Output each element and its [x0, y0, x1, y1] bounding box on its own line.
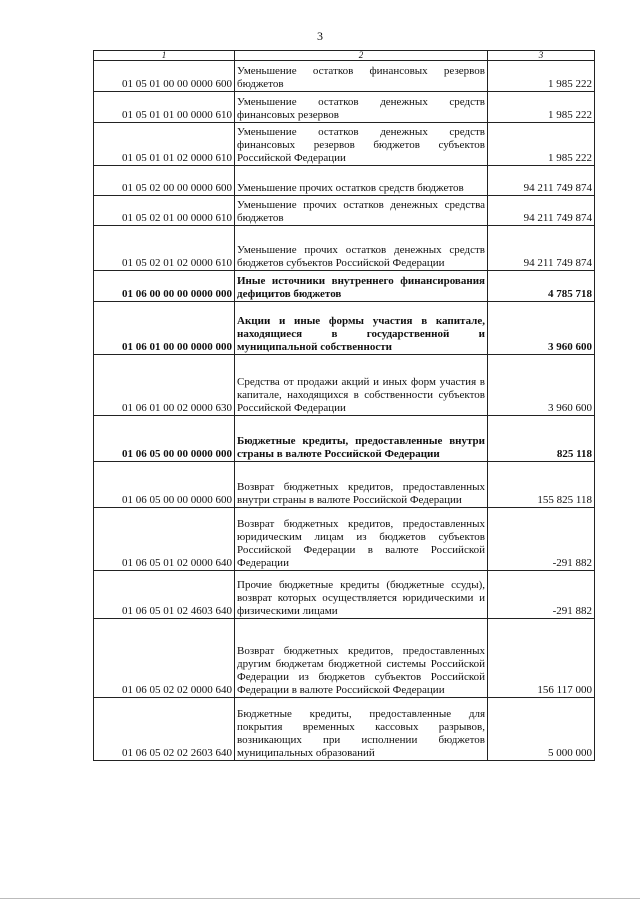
budget-code-cell: 01 06 05 00 00 0000 000 — [94, 416, 235, 462]
description-cell: Иные источники внутреннего финансирования дефицитов бюджетов — [235, 271, 488, 302]
budget-code-cell: 01 06 00 00 00 0000 000 — [94, 271, 235, 302]
description-cell: Прочие бюджетные кредиты (бюджетные ссуды), возврат которых осуществляется юридическими и физическими лицами — [235, 571, 488, 619]
table-row — [94, 271, 595, 302]
budget-code-cell: 01 06 05 00 00 0000 600 — [94, 462, 235, 508]
amount-cell: 94 211 749 874 — [488, 196, 595, 226]
description-cell: Бюджетные кредиты, предоставленные внутри страны в валюте Российской Федерации — [235, 416, 488, 462]
budget-code-cell: 01 05 02 00 00 0000 600 — [94, 166, 235, 196]
amount-cell: 3 960 600 — [488, 355, 595, 416]
table-row — [94, 462, 595, 508]
description-cell: Уменьшение прочих остатков денежных средств бюджетов субъектов Российской Федерации — [235, 226, 488, 271]
column-header-2: 2 — [235, 51, 488, 61]
table-row — [94, 571, 595, 619]
budget-code-cell: 01 05 01 01 02 0000 610 — [94, 123, 235, 166]
table-header-row — [94, 51, 595, 61]
column-header-1: 1 — [94, 51, 235, 61]
amount-cell: 3 960 600 — [488, 302, 595, 355]
amount-cell: 1 985 222 — [488, 92, 595, 123]
table-row — [94, 61, 595, 92]
description-cell: Возврат бюджетных кредитов, предоставленных внутри страны в валюте Российской Федерации — [235, 462, 488, 508]
table-row — [94, 416, 595, 462]
budget-code-cell: 01 05 02 01 02 0000 610 — [94, 226, 235, 271]
budget-code-cell: 01 06 05 02 02 2603 640 — [94, 698, 235, 761]
description-cell: Уменьшение остатков денежных средств финансовых резервов — [235, 92, 488, 123]
amount-cell: 156 117 000 — [488, 619, 595, 698]
amount-cell: 1 985 222 — [488, 123, 595, 166]
description-cell: Уменьшение остатков денежных средств финансовых резервов бюджетов субъектов Российской Федерации — [235, 123, 488, 166]
budget-code-cell: 01 05 02 01 00 0000 610 — [94, 196, 235, 226]
table-row — [94, 226, 595, 271]
budget-code-cell: 01 06 05 01 02 0000 640 — [94, 508, 235, 571]
description-cell: Акции и иные формы участия в капитале, находящиеся в государственной и муниципальной собственности — [235, 302, 488, 355]
budget-code-cell: 01 05 01 01 00 0000 610 — [94, 92, 235, 123]
table-row — [94, 619, 595, 698]
table-row — [94, 508, 595, 571]
page-bottom-rule — [0, 898, 640, 899]
amount-cell: -291 882 — [488, 508, 595, 571]
budget-code-cell: 01 06 01 00 02 0000 630 — [94, 355, 235, 416]
description-cell: Бюджетные кредиты, предоставленные для покрытия временных кассовых разрывов, возникающих при исполнении бюджетов муниципальных образований — [235, 698, 488, 761]
column-header-3: 3 — [488, 51, 595, 61]
budget-code-cell: 01 06 01 00 00 0000 000 — [94, 302, 235, 355]
amount-cell: 4 785 718 — [488, 271, 595, 302]
table-row — [94, 355, 595, 416]
table-row — [94, 166, 595, 196]
description-cell: Уменьшение остатков финансовых резервов бюджетов — [235, 61, 488, 92]
budget-code-cell: 01 06 05 01 02 4603 640 — [94, 571, 235, 619]
budget-sources-table — [93, 50, 595, 761]
budget-code-cell: 01 06 05 02 02 0000 640 — [94, 619, 235, 698]
table-row — [94, 92, 595, 123]
description-cell: Средства от продажи акций и иных форм участия в капитале, находящихся в собственности субъектов Российской Федерации — [235, 355, 488, 416]
description-cell: Возврат бюджетных кредитов, предоставленных юридическим лицам из бюджетов субъектов Российской Федерации в валюте Российской Федерации — [235, 508, 488, 571]
description-cell: Уменьшение прочих остатков средств бюджетов — [235, 166, 488, 196]
amount-cell: 94 211 749 874 — [488, 226, 595, 271]
amount-cell: 155 825 118 — [488, 462, 595, 508]
table-row — [94, 698, 595, 761]
amount-cell: 1 985 222 — [488, 61, 595, 92]
table-row — [94, 196, 595, 226]
amount-cell: 5 000 000 — [488, 698, 595, 761]
table-row — [94, 123, 595, 166]
amount-cell: 94 211 749 874 — [488, 166, 595, 196]
page-number: 3 — [317, 29, 323, 43]
amount-cell: 825 118 — [488, 416, 595, 462]
description-cell: Возврат бюджетных кредитов, предоставленных другим бюджетам бюджетной системы Российской Федерации из бюджетов субъектов Российской Федерации в валюте Российской Федерации — [235, 619, 488, 698]
table-row — [94, 302, 595, 355]
amount-cell: -291 882 — [488, 571, 595, 619]
budget-code-cell: 01 05 01 00 00 0000 600 — [94, 61, 235, 92]
description-cell: Уменьшение прочих остатков денежных средства бюджетов — [235, 196, 488, 226]
